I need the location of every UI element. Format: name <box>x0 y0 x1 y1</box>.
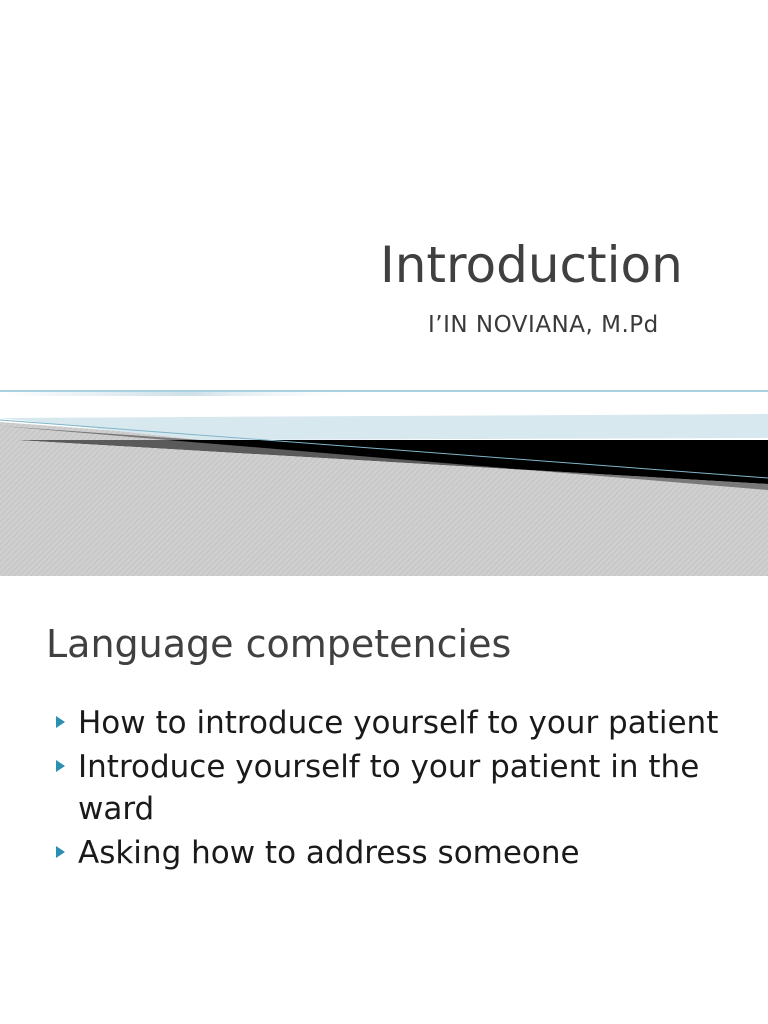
content-slide <box>0 584 768 1024</box>
list-item <box>50 832 730 874</box>
triangle-right-icon <box>56 760 65 772</box>
content-heading: Language competencies <box>46 622 512 666</box>
slide-subtitle: I’IN NOVIANA, M.Pd <box>428 312 659 338</box>
bullet-text: Asking how to address someone <box>78 835 580 871</box>
decorative-wave-band <box>0 380 768 576</box>
slide-gap <box>0 576 768 584</box>
list-item <box>50 746 730 830</box>
triangle-right-icon <box>56 846 65 858</box>
slide-title: Introduction <box>380 236 683 294</box>
accent-fade <box>0 392 380 396</box>
list-item <box>50 702 730 744</box>
bullet-text: Introduce yourself to your patient in the ward <box>78 749 700 827</box>
bullet-text: How to introduce yourself to your patient <box>78 705 719 741</box>
bullet-list <box>50 702 730 876</box>
triangle-right-icon <box>56 716 65 728</box>
